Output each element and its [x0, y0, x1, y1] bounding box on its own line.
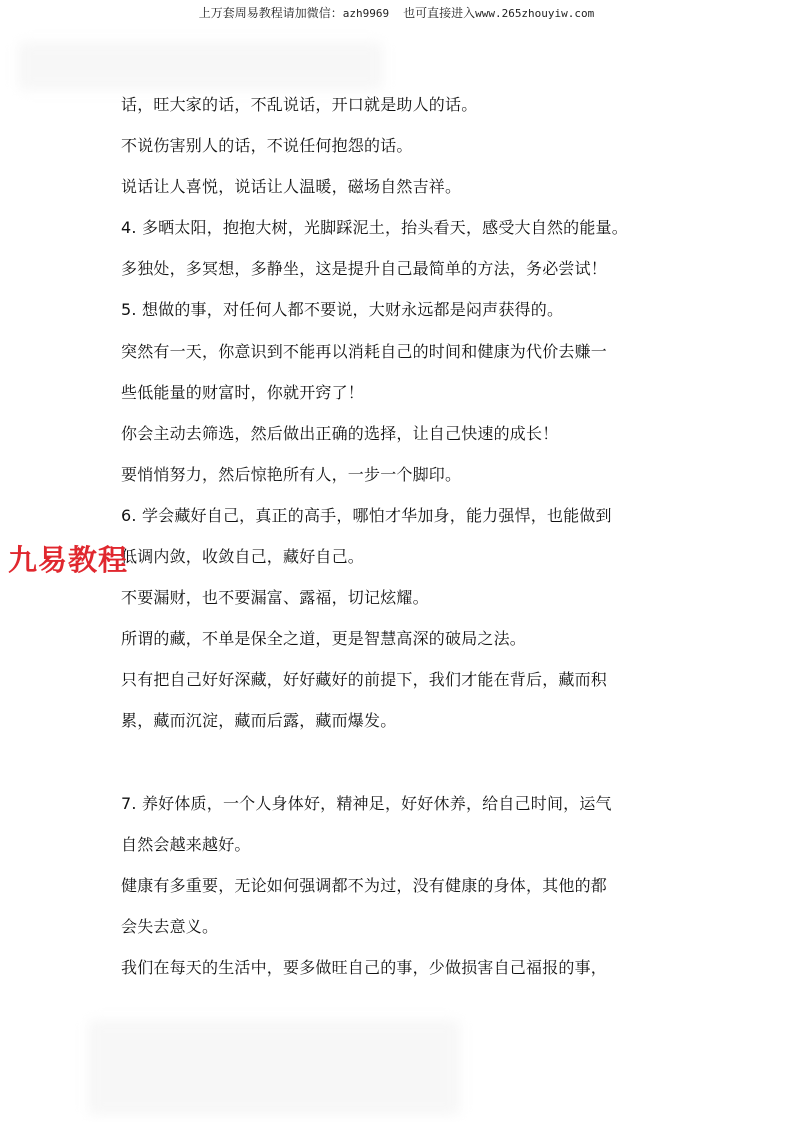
header-text-b: 也可直接进入 [403, 6, 476, 20]
text-line: 5. 想做的事，对任何人都不要说，大财永远都是闷声获得的。 [121, 300, 564, 320]
text-line: 低调内敛，收敛自己，藏好自己。 [121, 547, 365, 567]
text-line: 你会主动去筛选，然后做出正确的选择，让自己快速的成长！ [121, 423, 559, 443]
header-text-a: 上万套周易教程请加微信： [198, 6, 343, 20]
text-line: 我们在每天的生活中，要多做旺自己的事，少做损害自己福报的事， [121, 957, 608, 977]
paragraph-gap [121, 753, 681, 773]
text-line: 累，藏而沉淀，藏而后露，藏而爆发。 [121, 711, 397, 731]
text-line: 会失去意义。 [121, 916, 219, 936]
page-header [0, 5, 793, 22]
text-line: 不说伤害别人的话，不说任何抱怨的话。 [121, 136, 413, 156]
text-line: 健康有多重要，无论如何强调都不为过，没有健康的身体，其他的都 [121, 875, 608, 895]
text-line: 突然有一天，你意识到不能再以消耗自己的时间和健康为代价去赚一 [121, 341, 608, 361]
text-line: 要悄悄努力，然后惊艳所有人，一步一个脚印。 [121, 464, 462, 484]
text-line: 些低能量的财富时，你就开窍了！ [121, 382, 365, 402]
text-line: 不要漏财，也不要漏富、露福，切记炫耀。 [121, 588, 429, 608]
document-body [121, 95, 681, 999]
text-line: 6. 学会藏好自己，真正的高手，哪怕才华加身，能力强悍，也能做到 [121, 505, 612, 525]
text-line: 7. 养好体质，一个人身体好，精神足，好好休养，给自己时间，运气 [121, 793, 612, 813]
text-line: 4. 多晒太阳，抱抱大树，光脚踩泥土，抬头看天，感受大自然的能量。 [121, 218, 628, 238]
header-site: www.265zhouyiw.com [475, 7, 595, 20]
text-line: 多独处，多冥想，多静坐，这是提升自己最简单的方法，务必尝试！ [121, 259, 608, 279]
text-line: 话，旺大家的话，不乱说话，开口就是助人的话。 [121, 95, 478, 114]
watermark-logo: 九易教程 [8, 543, 129, 577]
text-line: 所谓的藏，不单是保全之道，更是智慧高深的破局之法。 [121, 629, 527, 649]
scan-smudge-top [18, 42, 383, 90]
text-line: 自然会越来越好。 [121, 834, 251, 854]
scan-smudge-bottom [88, 1020, 460, 1115]
header-contact-id: azh9969 [342, 7, 390, 20]
text-line: 说话让人喜悦，说话让人温暖，磁场自然吉祥。 [121, 177, 462, 197]
text-line: 只有把自己好好深藏，好好藏好的前提下，我们才能在背后，藏而积 [121, 670, 608, 690]
